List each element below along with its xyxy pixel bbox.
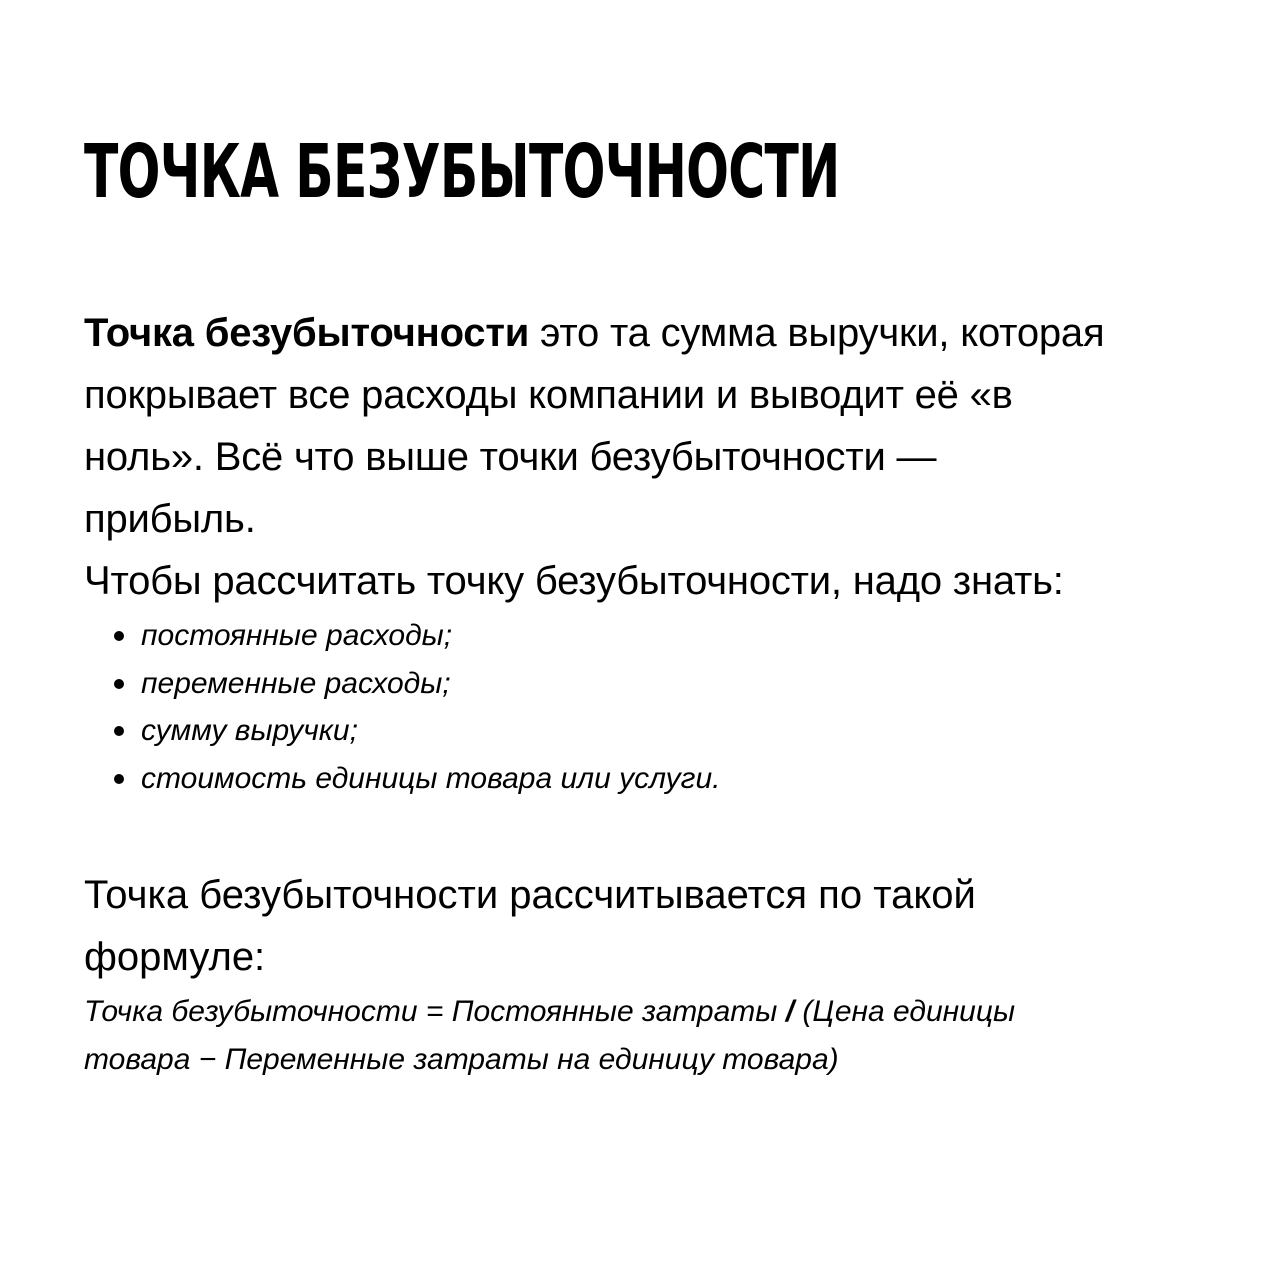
list-item-text: сумму выручки;	[141, 714, 358, 747]
page-title: ТОЧКА БЕЗУБЫТОЧНОСТИ	[84, 129, 840, 215]
bullet-icon	[114, 726, 124, 736]
formula-part-2: (Цена единицы	[794, 995, 1016, 1028]
list-item	[112, 755, 721, 803]
bullet-icon	[114, 679, 124, 689]
definition-line-3: ноль». Всё что выше точки безубыточности —	[84, 435, 937, 479]
list-item-text: стоимость единицы товара или услуги.	[141, 761, 721, 795]
bullet-icon	[114, 774, 124, 784]
definition-line-2: покрывает все расходы компании и выводит её «в	[84, 373, 1013, 417]
list-item-text: постоянные расходы;	[141, 619, 453, 652]
formula-intro-line-2: формуле:	[84, 935, 266, 979]
list-item	[112, 707, 721, 755]
definition-line-1	[84, 302, 1264, 364]
definition-text: это та сумма выручки, которая	[529, 311, 1105, 355]
definition-line-4: прибыль.	[84, 497, 256, 541]
requirements-list	[112, 612, 721, 802]
formula-intro	[84, 864, 1244, 988]
requirements-lead: Чтобы рассчитать точку безубыточности, надо знать:	[84, 559, 1064, 603]
formula	[84, 988, 1244, 1084]
bullet-icon	[114, 631, 124, 641]
list-item-text: переменные расходы;	[141, 666, 451, 700]
formula-line-2: товара − Переменные затраты на единицу товара)	[84, 1043, 839, 1076]
formula-part-1: Точка безубыточности = Постоянные затраты	[84, 995, 786, 1028]
formula-intro-line-1: Точка безубыточности рассчитывается по такой	[84, 873, 976, 917]
list-item	[112, 612, 721, 660]
list-item	[112, 660, 721, 708]
definition-term: Точка безубыточности	[84, 311, 530, 355]
formula-line-1	[84, 988, 1244, 1036]
formula-division-sign: /	[785, 995, 795, 1028]
definition-paragraph	[84, 302, 1264, 612]
